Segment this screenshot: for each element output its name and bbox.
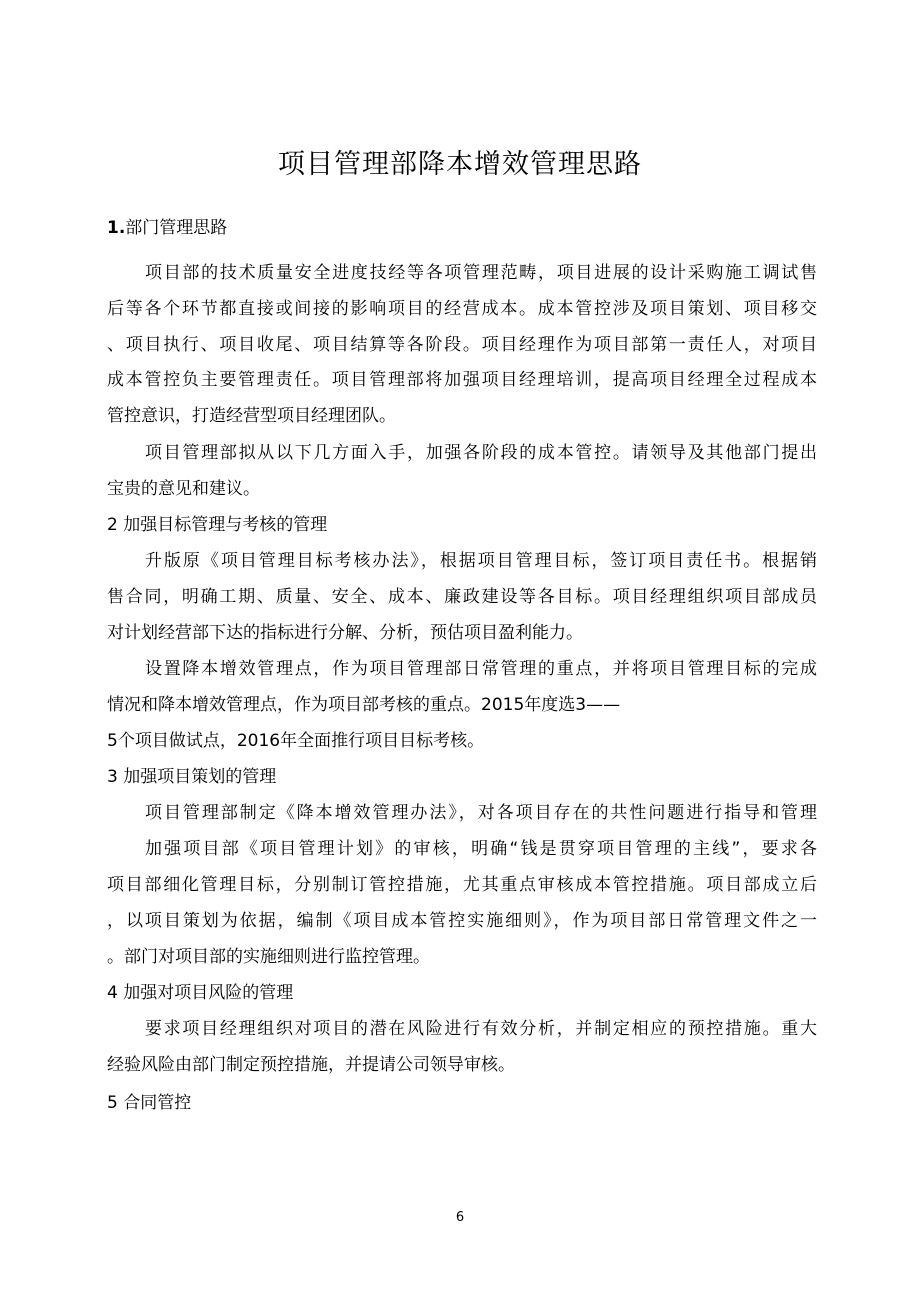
paragraph-line: 后等各个环节都直接或间接的影响项目的经营成本。成本管控涉及项目策划、项目移交 <box>107 299 817 319</box>
paragraph-line: 管控意识，打造经营型项目经理团队。 <box>107 406 396 426</box>
section-number: 1. <box>107 218 126 238</box>
section-heading-1 <box>107 218 817 240</box>
document-title: 项目管理部降本增效管理思路 <box>278 149 642 180</box>
paragraph-line: 情况和降本增效管理点，作为项目部考核的重点。2015年度选3—— <box>107 695 621 715</box>
section-heading-5: 5 合同管控 <box>107 1093 192 1113</box>
paragraph-line: 项目管理部拟从以下几方面入手，加强各阶段的成本管控。请领导及其他部门提出 <box>145 443 817 463</box>
paragraph-line: 升版原《项目管理目标考核办法》，根据项目管理目标，签订项目责任书。根据销 <box>145 551 817 571</box>
paragraph-line: 宝贵的意见和建议。 <box>107 479 260 499</box>
page-number: 6 <box>455 1210 465 1225</box>
paragraph-line: 项目部的技术质量安全进度技经等各项管理范畴，项目进展的设计采购施工调试售 <box>145 263 817 283</box>
paragraph-line: 要求项目经理组织对项目的潜在风险进行有效分析，并制定相应的预控措施。重大 <box>145 1019 817 1039</box>
paragraph-line: 经验风险由部门制定预控措施，并提请公司领导审核。 <box>107 1055 515 1075</box>
paragraph-line: 设置降本增效管理点，作为项目管理部日常管理的重点，并将项目管理目标的完成 <box>145 659 817 679</box>
paragraph-line: 项目部细化管理目标，分别制订管控措施，尤其重点审核成本管控措施。项目部成立后 <box>107 875 817 895</box>
paragraph-line: 对计划经营部下达的指标进行分解、分析，预估项目盈利能力。 <box>107 623 583 643</box>
section-heading-3: 3 加强项目策划的管理 <box>107 767 277 787</box>
paragraph-line: 5个项目做试点，2016年全面推行项目目标考核。 <box>107 731 485 751</box>
paragraph-line: 售合同，明确工期、质量、安全、成本、廉政建设等各目标。项目经理组织项目部成员 <box>107 587 817 607</box>
section-title: 部门管理思路 <box>125 218 228 238</box>
paragraph-line: 成本管控负主要管理责任。项目管理部将加强项目经理培训，提高项目经理全过程成本 <box>107 370 817 390</box>
section-heading-4: 4 加强对项目风险的管理 <box>107 983 294 1003</box>
section-heading-2: 2 加强目标管理与考核的管理 <box>107 515 328 535</box>
paragraph-line: ，以项目策划为依据，编制《项目成本管控实施细则》，作为项目部日常管理文件之一 <box>107 911 817 931</box>
paragraph-line: 项目管理部制定《降本增效管理办法》，对各项目存在的共性问题进行指导和管理 <box>145 803 817 823</box>
paragraph-line: 。部门对项目部的实施细则进行监控管理。 <box>107 947 430 967</box>
paragraph-line: 加强项目部《项目管理计划》的审核，明确“钱是贯穿项目管理的主线”，要求各 <box>145 839 817 859</box>
paragraph-line: 、项目执行、项目收尾、项目结算等各阶段。项目经理作为项目部第一责任人，对项目 <box>107 335 817 355</box>
